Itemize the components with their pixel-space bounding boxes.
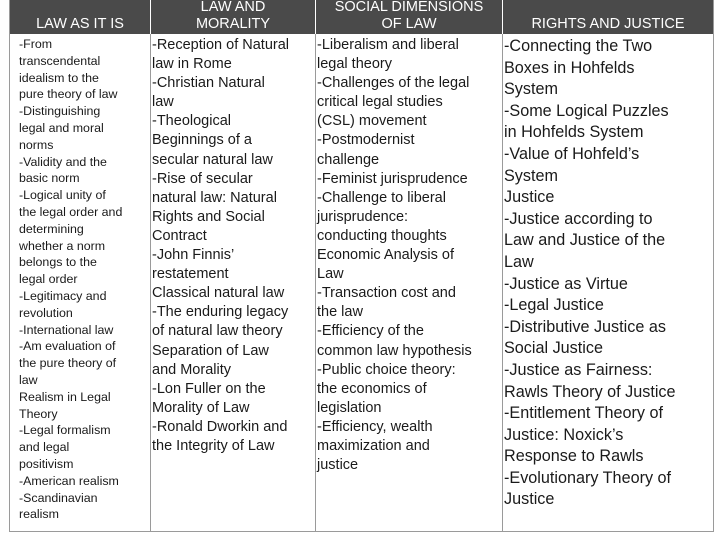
header-social-dimensions: SOCIAL DIMENSIONS OF LAW — [334, 0, 484, 32]
cell-social-dimensions: -Liberalism and liberal legal theory -Challenges of the legal critical legal studies (CSL) movement -Postmodernist challenge -Feminist jurisprudence -Challenge to liberal jurisprudence: conducting thoughts Economic Analysis of Law -Transaction cost and the law -Efficiency of the common law hypothesis -Public choice theory: the economics of legislation -Efficiency, wealth maximization and justice — [317, 37, 472, 474]
header-rights-and-justice: RIGHTS AND JUSTICE — [531, 16, 685, 32]
cell-law-and-morality: -Reception of Natural law in Rome -Christian Natural law -Theological Beginnings of a secular natural law -Rise of secular natural law: Natural Rights and Social Contract -John Finnis’ restatement Classical natural law -The enduring legacy of natural law theory Separation of Law and Morality -Lon Fuller on the Morality of Law -Ronald Dworkin and the Integrity of Law — [152, 37, 290, 454]
header-law-as-it-is: LAW AS IT IS — [36, 16, 124, 32]
cell-law-as-it-is: -From transcendental idealism to the pure theory of law -Distinguishing legal and moral norms -Validity and the basic norm -Logical unity of the legal order and determining whether a norm belongs to the legal order -Legitimacy and revolution -International law -Am evaluation of the pure theory of law Realism in Legal Theory -Legal formalism and legal positivism -American realism -Scandinavian realism — [19, 37, 123, 522]
column-divider — [502, 34, 503, 531]
topics-table — [9, 0, 714, 532]
header-law-and-morality: LAW AND MORALITY — [195, 0, 271, 32]
cell-rights-and-justice: -Connecting the Two Boxes in Hohfelds System -Some Logical Puzzles in Hohfelds System -Value of Hohfeld’s System Justice -Justice according to Law and Justice of the Law -Justice as Virtue -Legal Justice -Distributive Justice as Social Justice -Justice as Fairness: Rawls Theory of Justice -Entitlement Theory of Justice: Noxick’s Response to Rawls -Evolutionary Theory of Justice — [504, 37, 676, 509]
column-divider — [150, 34, 151, 531]
column-divider — [315, 34, 316, 531]
